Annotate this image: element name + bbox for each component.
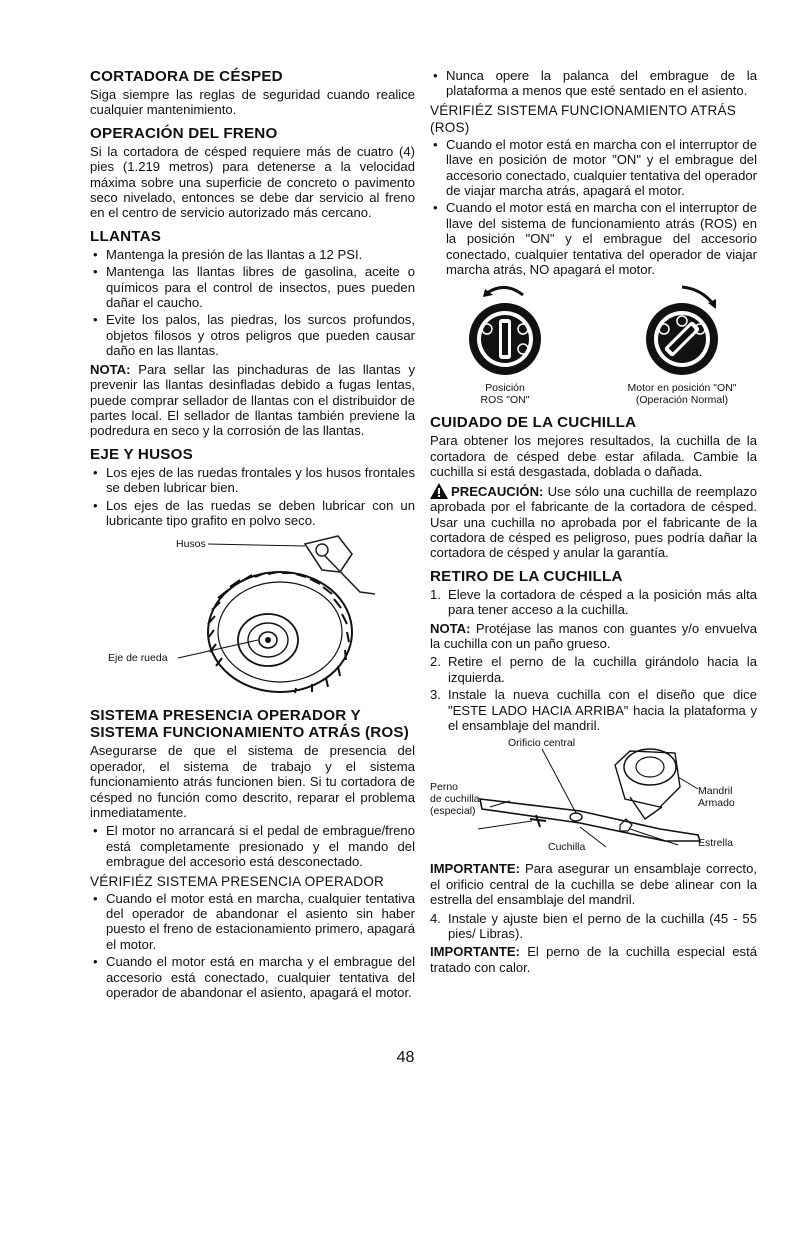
- list-verifiez-presencia: [90, 891, 415, 1001]
- step-item: [430, 586, 757, 618]
- heading-verifiez-ros: VÉRIFIÉZ SISTEMA FUNCIONAMIENTO ATRÁS (ROS): [430, 102, 736, 135]
- note-text: Para sellar las pinchaduras de las llantas y prevenir las llantas desinfladas debido a fugas lentas, puede comprar sellador de llantas con el distribuidor de partes local. El sellador de llantas también previene la podredura en seco y la corrosión de las llantas.: [90, 361, 415, 439]
- paragraph-freno: Si la cortadora de césped requiere más de cuatro (4) pies (1.219 metros) para detenerse a la velocidad máxima sobre una superficie de concreto o pavimento seco nivelado, entonces se debe dar servicio al freno en el centro de servicio autorizado más cercano.: [90, 143, 415, 221]
- wheel-illustration: [90, 532, 415, 700]
- list-item: • Los ejes de las ruedas frontales y los husos frontales se deben lubricar bien.: [106, 465, 415, 496]
- right-column: [430, 68, 757, 978]
- step-text: Instale y ajuste bien el perno de la cuchilla (45 - 55 pies/ Libras).: [448, 910, 757, 941]
- note-label: NOTA:: [430, 620, 471, 636]
- label-perno: Perno de cuchilla (especial): [430, 781, 480, 818]
- step-number: 1.: [430, 586, 441, 602]
- left-column: [90, 68, 415, 1003]
- paragraph-cortadora: Siga siempre las reglas de seguridad cuando realice cualquier mantenimiento.: [90, 87, 415, 118]
- list-item: • Cuando el motor está en marcha y el embrague del accesorio está conectado, cualquier tentativa del operador de abandonar el asiento, apagará el motor.: [106, 954, 415, 1000]
- label-husos: Husos: [176, 538, 206, 551]
- important-text: Para asegurar un ensamblaje correcto, el orificio central de la cuchilla se debe alinear con la estrella del ensamblaje del mandril.: [430, 861, 757, 908]
- step-number: 2.: [430, 654, 441, 670]
- heading-eje-husos: EJE Y HUSOS: [90, 445, 193, 463]
- label-eje-de-rueda: Eje de rueda: [108, 652, 168, 665]
- list-embrague: [430, 68, 757, 99]
- important-label: IMPORTANTE:: [430, 861, 520, 877]
- heading-freno: OPERACIÓN DEL FRENO: [90, 124, 278, 142]
- note-llantas: [90, 362, 415, 439]
- list-verifiez-ros: [430, 137, 757, 278]
- key-figure-motor-on: [607, 283, 757, 406]
- list-item: • Mantenga la presión de las llantas a 12 PSI.: [106, 247, 415, 262]
- steps-retiro-3: [430, 911, 757, 942]
- list-item: • Nunca opere la palanca del embrague de la plataforma a menos que esté sentado en el asiento.: [446, 68, 757, 99]
- heading-retiro-cuchilla: RETIRO DE LA CUCHILLA: [430, 567, 623, 585]
- warning-label: PRECAUCIÓN:: [451, 483, 544, 499]
- note-text: Protéjase las manos con guantes y/o envuelva la cuchilla con un paño grueso.: [430, 620, 757, 651]
- list-item: • Cuando el motor está en marcha, cualquier tentativa del operador de abandonar el asiento sin haber puesto el freno de estacionamiento primero, apagará el motor.: [106, 891, 415, 953]
- heading-llantas: LLANTAS: [90, 227, 162, 245]
- label-mandril-armado: Mandril Armado: [698, 785, 735, 810]
- label-orificio-central: Orificio central: [508, 737, 576, 750]
- step-text: Instale la nueva cuchilla con el diseño que dice "ESTE LADO HACIA ARRIBA" hacia la plataforma y el ensamblaje del mandril.: [448, 687, 757, 733]
- heading-verifiez-presencia: VÉRIFIÉZ SISTEMA PRESENCIA OPERADOR: [90, 873, 385, 889]
- warning-precaucion: [430, 483, 757, 561]
- note-guantes: [430, 621, 757, 652]
- important-label: IMPORTANTE:: [430, 944, 520, 960]
- caption-motor-line2: (Operación Normal): [635, 394, 729, 407]
- step-item: [430, 654, 757, 685]
- step-text: Retire el perno de la cuchilla girándolo hacia la izquierda.: [448, 654, 757, 685]
- steps-retiro-1: [430, 587, 757, 618]
- key-switch-motor-on-icon: [642, 283, 722, 379]
- warning-icon: [430, 483, 448, 499]
- list-item: • Cuando el motor está en marcha con el interruptor de llave en posición de motor "ON" y el embrague del accesorio conectado, cualquier tentativa del operador de viajar marcha atrás, apagará el motor.: [446, 137, 757, 199]
- note-label: NOTA:: [90, 361, 131, 377]
- step-text: Eleve la cortadora de césped a la posición más alta para tener acceso a la cuchilla.: [448, 586, 757, 618]
- paragraph-cuidado-cuchilla: Para obtener los mejores resultados, la cuchilla de la cortadora de césped debe estar afilada. Cambie la cuchilla si está desgastada, doblada o dañada.: [430, 433, 757, 480]
- important-ensamblaje: [430, 861, 757, 907]
- label-estrella: Estrella: [698, 837, 734, 850]
- step-item: [430, 687, 757, 733]
- important-text: El perno de la cuchilla especial está tratado con calor.: [430, 944, 757, 975]
- list-item: • Cuando el motor está en marcha con el interruptor de llave del sistema de funcionamiento atrás (ROS) en la posición "ON" y el embrague del accesorio conectado, cualquier tentativa del operador de viajar marcha atrás, NO apagará el motor.: [446, 200, 757, 277]
- list-item: • Mantenga las llantas libres de gasolina, aceite o químicos para el control de insectos, pues pueden dañar el caucho.: [106, 264, 415, 310]
- caption-ros-line1: Posición: [485, 382, 525, 395]
- step-item: [430, 910, 757, 942]
- key-switch-ros-icon: [465, 283, 545, 379]
- heading-cuidado-cuchilla: CUIDADO DE LA CUCHILLA: [430, 414, 637, 432]
- important-perno: [430, 944, 757, 975]
- list-sistema-presencia: [90, 823, 415, 869]
- list-eje-husos: [90, 465, 415, 529]
- steps-retiro-2: [430, 654, 757, 733]
- warning-text: Use sólo una cuchilla de reemplazo aprobada por el fabricante de la cortadora de césped. Usar una cuchilla no aprobada por el fabricante de la cortadora de césped es peligroso, pues podría dañar la cortadora de césped y anular la garantía.: [430, 483, 757, 561]
- heading-sistema-presencia: SISTEMA PRESENCIA OPERADOR Y SISTEMA FUNCIONAMIENTO ATRÁS (ROS): [90, 707, 409, 742]
- label-cuchilla: Cuchilla: [548, 841, 586, 854]
- wheel-figure: [90, 532, 415, 700]
- heading-cortadora: CORTADORA DE CÉSPED: [90, 68, 283, 85]
- caption-ros-line2: ROS "ON": [480, 394, 530, 407]
- caption-motor-line1: Motor en posición "ON": [627, 382, 737, 395]
- list-item: • Evite los palos, las piedras, los surcos profundos, objetos filosos y otros peligros que pueden causar daño en las llantas.: [106, 312, 415, 358]
- paragraph-sistema-presencia: Asegurarse de que el sistema de presencia del operador, el sistema de trabajo y el sistema funcionamiento atrás funcionen bien. Si tu cortadora de césped no función como descrito, reparar el problema inmediatamente.: [90, 743, 415, 820]
- key-switch-figures: [430, 283, 757, 406]
- step-number: 3.: [430, 687, 441, 703]
- key-figure-ros: [430, 283, 580, 406]
- step-number: 4.: [430, 910, 441, 926]
- list-item: • El motor no arrancará si el pedal de embrague/freno está completamente presionado y el mando del embrague del accesorio está desconectado.: [106, 823, 415, 869]
- list-llantas: [90, 247, 415, 359]
- list-item: • Los ejes de las ruedas se deben lubricar con un lubricante tipo grafito en polvo seco.: [106, 498, 415, 529]
- blade-figure: [430, 737, 757, 857]
- page-number: 48: [396, 1049, 415, 1066]
